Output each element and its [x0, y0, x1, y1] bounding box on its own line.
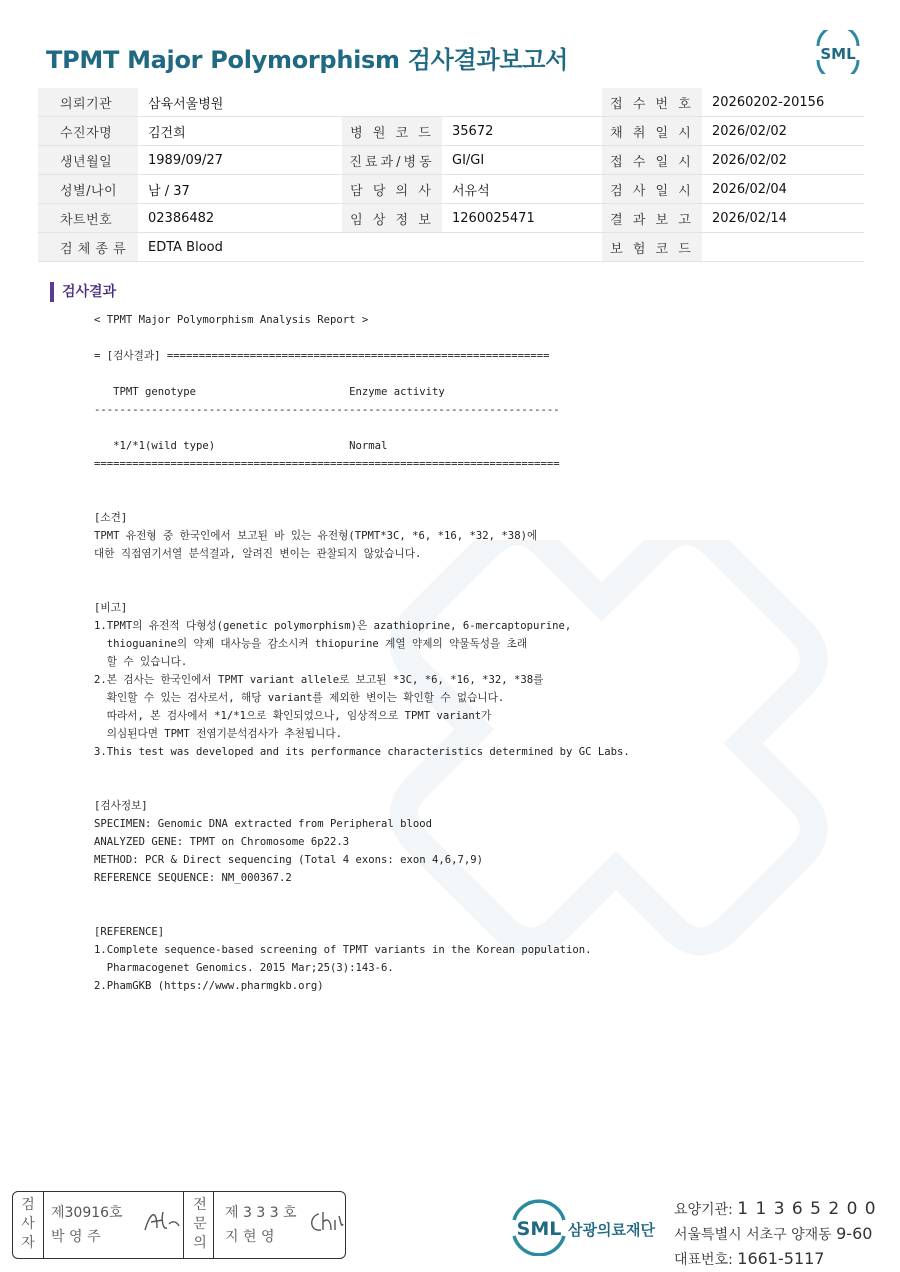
footer-logo-mark: SML — [516, 1218, 562, 1240]
stamp-label-tester — [17, 1196, 39, 1253]
info-value — [442, 233, 602, 262]
phone-number: 1661-5117 — [737, 1249, 825, 1268]
logo-text: SML — [820, 45, 856, 63]
info-label: 결 과 보 고 — [602, 204, 702, 233]
info-value: 서유석 — [442, 175, 602, 204]
footer-phone-line — [674, 1247, 877, 1272]
stamp-label-char: 검 — [21, 1197, 35, 1213]
report-line: [비고] — [94, 602, 128, 614]
reg-number: 1 1 3 6 5 2 0 0 — [737, 1199, 877, 1219]
footer-contact — [674, 1197, 877, 1272]
report-line — [94, 365, 630, 383]
stamp-divider — [43, 1192, 44, 1258]
address: 서울특별시 서초구 양재동 — [674, 1227, 837, 1243]
report-line — [94, 779, 630, 797]
specialist-name: 지 현 영 — [225, 1229, 275, 1245]
report-line — [94, 329, 630, 347]
info-row — [38, 233, 864, 262]
stamp-label-char: 문 — [193, 1216, 207, 1232]
info-value — [442, 88, 602, 117]
report-line: 2.PhamGKB (https://www.pharmgkb.org) — [94, 980, 324, 992]
patient-info-table — [38, 88, 864, 262]
stamp-label-char: 자 — [21, 1235, 35, 1251]
footer-reg-line — [674, 1197, 877, 1222]
footer-org-name: 삼광의료재단 — [568, 1221, 655, 1239]
info-value: 35672 — [442, 117, 602, 146]
stamp-label-specialist — [189, 1196, 211, 1253]
report-line: METHOD: PCR & Direct sequencing (Total 4 exons: exon 4,6,7,9) — [94, 854, 484, 866]
info-row — [38, 146, 864, 175]
info-value: 1260025471 — [442, 204, 602, 233]
info-label: 진료과/병동 — [342, 146, 442, 175]
section-title: 검사결과 — [50, 282, 116, 302]
footer-address-line — [674, 1222, 877, 1247]
specialist-license: 제 3 3 3 호 — [225, 1205, 297, 1221]
report-line: = [검사결과] ============================================================ — [94, 350, 550, 362]
report-line — [94, 887, 630, 905]
info-label: 채 취 일 시 — [602, 117, 702, 146]
report-line: ========================================================================= — [94, 458, 560, 470]
report-line — [94, 473, 630, 491]
report-line: REFERENCE SEQUENCE: NM_000367.2 — [94, 872, 292, 884]
info-label: 성별/나이 — [38, 175, 138, 204]
reg-label: 요양기관: — [674, 1202, 738, 1218]
report-line: 대한 직접염기서열 분석결과, 알려진 변이는 관찰되지 않았습니다. — [94, 548, 422, 560]
phone-label: 대표번호: — [674, 1252, 738, 1268]
report-line: [소견] — [94, 512, 128, 524]
tester-signature — [141, 1206, 181, 1236]
report-line — [94, 905, 630, 923]
info-value: 2026/02/14 — [702, 204, 864, 233]
report-line: 따라서, 본 검사에서 *1/*1으로 확인되었으나, 임상적으로 TPMT variant가 — [94, 710, 492, 722]
report-line: 할 수 있습니다. — [94, 656, 188, 668]
info-label: 수진자명 — [38, 117, 138, 146]
info-label — [342, 88, 442, 117]
report-line: *1/*1(wild type) Normal — [94, 440, 388, 452]
info-label — [342, 233, 442, 262]
info-value: 남 / 37 — [138, 175, 342, 204]
info-row — [38, 175, 864, 204]
report-line: 확인할 수 있는 검사로서, 해당 variant를 제외한 변이는 확인할 수 없습니다. — [94, 692, 505, 704]
info-value: 1989/09/27 — [138, 146, 342, 175]
info-label: 접 수 일 시 — [602, 146, 702, 175]
footer-logo — [510, 1198, 670, 1256]
report-line: ------------------------------------------------------------------------- — [94, 404, 560, 416]
info-row — [38, 88, 864, 117]
report-line: TPMT genotype Enzyme activity — [94, 386, 445, 398]
report-line: [REFERENCE] — [94, 926, 165, 938]
report-line: 1.TPMT의 유전적 다형성(genetic polymorphism)은 azathioprine, 6-mercaptopurine, — [94, 620, 572, 632]
report-line: TPMT 유전형 중 한국인에서 보고된 바 있는 유전형(TPMT*3C, *6, *16, *32, *38)에 — [94, 530, 538, 542]
stamp-divider — [213, 1192, 214, 1258]
info-value: 2026/02/02 — [702, 117, 864, 146]
tester-license: 제30916호 — [51, 1205, 123, 1221]
report-line: ANALYZED GENE: TPMT on Chromosome 6p22.3 — [94, 836, 350, 848]
specialist-signature — [305, 1206, 345, 1236]
info-label: 검 사 일 시 — [602, 175, 702, 204]
tester-name: 박 영 주 — [51, 1229, 101, 1245]
report-line — [94, 419, 630, 437]
info-value: 20260202-20156 — [702, 88, 864, 117]
report-line: 3.This test was developed and its performance characteristics determined by GC Labs. — [94, 746, 630, 758]
info-row — [38, 117, 864, 146]
info-value: 2026/02/02 — [702, 146, 864, 175]
report-body — [94, 311, 630, 995]
info-row — [38, 204, 864, 233]
info-value: GI/GI — [442, 146, 602, 175]
stamp-divider — [183, 1192, 184, 1258]
report-line: < TPMT Major Polymorphism Analysis Report > — [94, 314, 369, 326]
report-line — [94, 491, 630, 509]
info-label: 보 험 코 드 — [602, 233, 702, 262]
report-line — [94, 581, 630, 599]
info-label: 의뢰기관 — [38, 88, 138, 117]
info-label: 검 체 종 류 — [38, 233, 138, 262]
report-line — [94, 563, 630, 581]
info-value: 02386482 — [138, 204, 342, 233]
stamp-label-char: 전 — [193, 1197, 207, 1213]
report-title: TPMT Major Polymorphism 검사결과보고서 — [46, 46, 568, 74]
report-line — [94, 761, 630, 779]
info-label: 차트번호 — [38, 204, 138, 233]
signature-stamp — [12, 1191, 346, 1259]
info-value — [702, 233, 864, 262]
stamp-label-char: 의 — [193, 1235, 207, 1251]
report-line: 1.Complete sequence-based screening of TPMT variants in the Korean population. — [94, 944, 592, 956]
info-value: 삼육서울병원 — [138, 88, 342, 117]
report-line: thioguanine의 약제 대사능을 감소시켜 thiopurine 계열 약제의 약물독성을 초래 — [94, 638, 528, 650]
address-number: 9-60 — [836, 1224, 873, 1243]
stamp-label-char: 사 — [21, 1216, 35, 1232]
info-value: 2026/02/04 — [702, 175, 864, 204]
report-line: 2.본 검사는 한국인에서 TPMT variant allele로 보고된 *3C, *6, *16, *32, *38를 — [94, 674, 544, 686]
sml-logo — [812, 30, 864, 74]
info-label: 담 당 의 사 — [342, 175, 442, 204]
report-line: [검사정보] — [94, 800, 148, 812]
report-line: SPECIMEN: Genomic DNA extracted from Peripheral blood — [94, 818, 433, 830]
info-label: 병 원 코 드 — [342, 117, 442, 146]
info-value: EDTA Blood — [138, 233, 342, 262]
info-value: 김건희 — [138, 117, 342, 146]
info-label: 임 상 정 보 — [342, 204, 442, 233]
info-label: 생년월일 — [38, 146, 138, 175]
report-line: 의심된다면 TPMT 전염기분석검사가 추천됩니다. — [94, 728, 342, 740]
info-label: 접 수 번 호 — [602, 88, 702, 117]
report-line: Pharmacogenet Genomics. 2015 Mar;25(3):143-6. — [94, 962, 394, 974]
